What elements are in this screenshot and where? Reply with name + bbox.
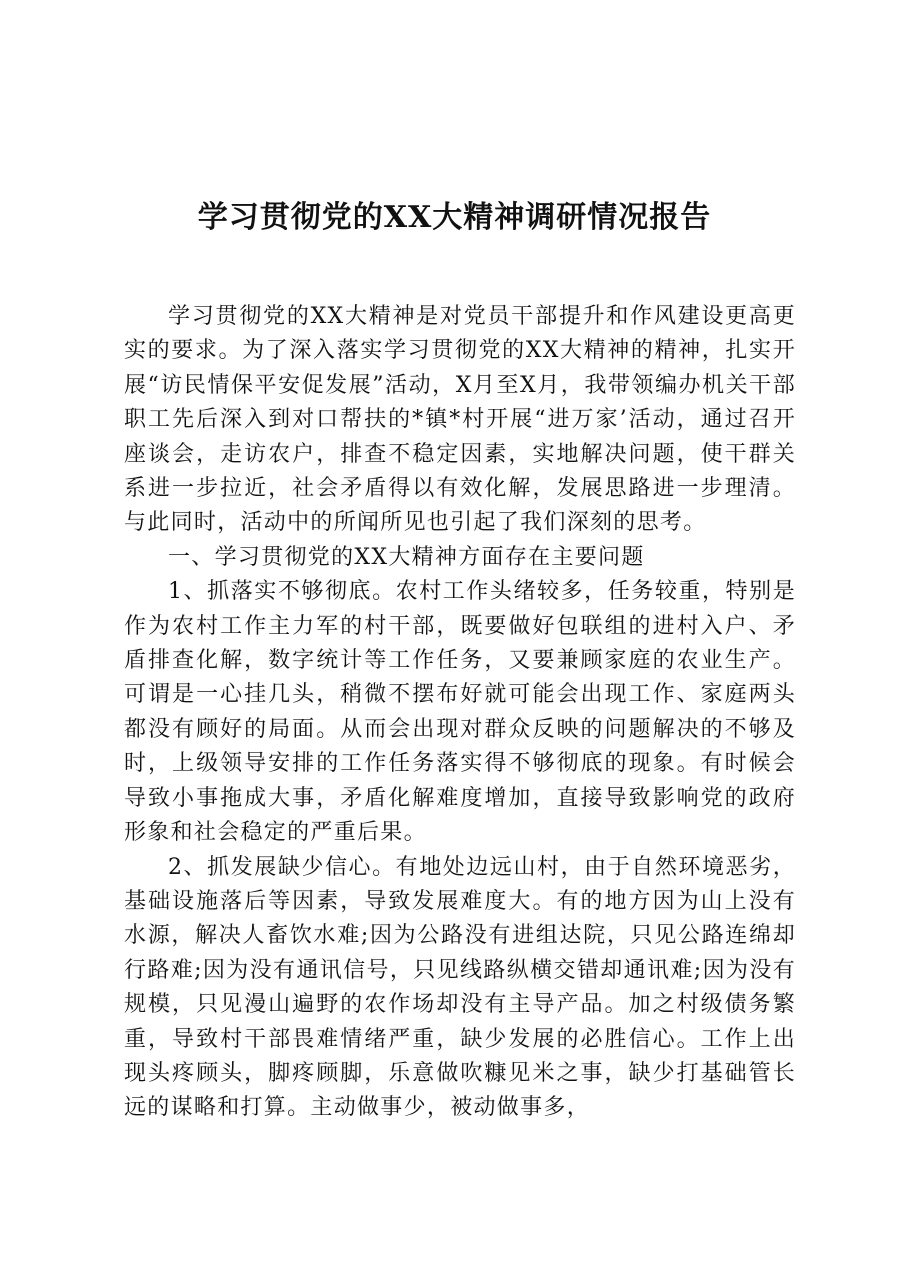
paragraph-point-1: 1、抓落实不够彻底。农村工作头绪较多，任务较重，特别是作为农村工作主力军的村干部，既要做好包联组的进村入户、矛盾排查化解，数字统计等工作任务，又要兼顾家庭的农业生产。可谓是一心挂几头，稍微不摆布好就可能会出现工作、家庭两头都没有顾好的局面。从而会出现对群众反映的问题解决的不够及时，上级领导安排的工作任务落实得不够彻底的现象。有时候会导致小事拖成大事，矛盾化解难度增加，直接导致影响党的政府形象和社会稳定的严重后果。 bbox=[124, 579, 796, 846]
paragraph-intro: 学习贯彻党的XX大精神是对党员干部提升和作风建设更高更实的要求。为了深入落实学习贯彻党的XX大精神的精神，扎实开展“访民情保平安促发展”活动，X月至X月，我带领编办机关干部职工先后深入到对口帮扶的*镇*村开展“进万家’活动，通过召开座谈会，走访农户，排查不稳定因素，实地解决问题，使干群关系进一步拉近，社会矛盾得以有效化解，发展思路进一步理清。与此同时，活动中的所闻所见也引起了我们深刻的思考。 bbox=[124, 304, 796, 536]
section-heading: 一、学习贯彻党的XX大精神方面存在主要问题 bbox=[168, 544, 645, 570]
paragraph-point-2: 2、抓发展缺少信心。有地处边远山村，由于自然环境恶劣，基础设施落后等因素，导致发展难度大。有的地方因为山上没有水源，解决人畜饮水难;因为公路没有进组达院，只见公路连绵却行路难;因为没有通讯信号，只见线路纵横交错却通讯难;因为没有规模，只见漫山遍野的农作场却没有主导产品。加之村级债务繁重，导致村干部畏难情绪严重，缺少发展的必胜信心。工作上出现头疼顾头，脚疼顾脚，乐意做吹糠见米之事，缺少打基础管长远的谋略和打算。主动做事少，被动做事多， bbox=[124, 854, 796, 1121]
document-body bbox=[124, 300, 796, 1126]
document-title: 学习贯彻党的XX大精神调研情况报告 bbox=[197, 200, 712, 235]
